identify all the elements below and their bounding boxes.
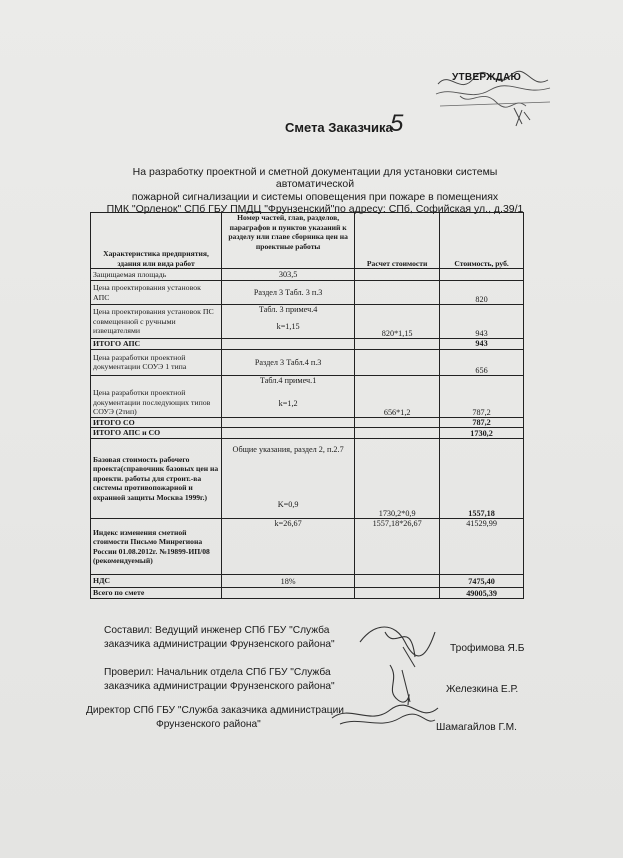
table-row (91, 575, 524, 588)
table-row (91, 417, 524, 428)
cell-calc: 656*1,2 (355, 375, 440, 417)
table-row (91, 519, 524, 575)
cell-section (222, 588, 355, 599)
cell-calc (355, 588, 440, 599)
cell-section-coef: K=0,9 (277, 500, 299, 509)
table-row (91, 281, 524, 305)
cell-label: Индекс изменения сметной стоимости Письмо Минрегиона России 01.08.2012г. №19899-ИП/08 (рекомендуемый) (91, 519, 222, 575)
table-row (91, 588, 524, 599)
table-row (91, 375, 524, 417)
composed-line: Составил: Ведущий инженер СПб ГБУ "Служба (104, 625, 330, 636)
cell-cost: 787,2 (440, 417, 524, 428)
cell-label: Базовая стоимость рабочего проекта(справочник базовых цен на проектн. работы для строит.-ва системы противопожарной и охранной защиты Москва 1999г.) (91, 439, 222, 519)
cell-calc (355, 339, 440, 350)
cell-label: ИТОГО СО (91, 417, 222, 428)
cell-section-ref: Табл. 3 примеч.4 (258, 305, 318, 314)
composed-line: заказчика администрации Фрунзенского района" (104, 639, 335, 650)
cell-section (222, 339, 355, 350)
table-row (91, 428, 524, 439)
cell-section (222, 439, 355, 519)
cell-calc (355, 281, 440, 305)
approval-stamp: УТВЕРЖДАЮ (452, 72, 522, 83)
subtitle-line: На разработку проектной и сметной документации для установки системы автоматической (132, 166, 498, 191)
cell-label: Цена проектирования установок АПС (91, 281, 222, 305)
header-characteristic: Характеристика предприятия, здания или вида работ (91, 213, 222, 269)
cell-label: Всего по смете (91, 588, 222, 599)
cell-cost: 1557,18 (440, 439, 524, 519)
cell-section-coef: k=1,15 (276, 322, 300, 331)
checked-line: заказчика администрации Фрунзенского района" (104, 681, 335, 692)
header-calculation: Расчет стоимости (355, 213, 440, 269)
subtitle-line: пожарной сигнализации и системы оповещения при пожаре в помещениях (131, 190, 499, 203)
checked-line: Проверил: Начальник отдела СПб ГБУ "Служба (104, 667, 331, 678)
table-row (91, 349, 524, 375)
cell-cost: 656 (440, 349, 524, 375)
composed-by-text (104, 624, 335, 652)
director-name: Шамагайлов Г.М. (436, 722, 517, 733)
table-row (91, 269, 524, 281)
header-cost: Стоимость, руб. (440, 213, 524, 269)
cell-cost: 1730,2 (440, 428, 524, 439)
document-title: Смета Заказчика (285, 120, 393, 135)
document-subtitle (100, 166, 530, 215)
cell-cost: 41529,99 (440, 519, 524, 575)
cell-label: Цена разработки проектной документации СОУЭ 1 типа (91, 349, 222, 375)
cell-calc: 1730,2*0,9 (355, 439, 440, 519)
checked-by-name: Железкина Е.Р. (446, 684, 519, 695)
cell-section (222, 417, 355, 428)
header-section-number: Номер частей, глав, разделов, параграфов и пунктов указаний к разделу или главе сборника цен на проектные работы (222, 213, 355, 269)
estimate-table (90, 212, 524, 599)
table-header-row (91, 213, 524, 269)
cell-cost: 7475,40 (440, 575, 524, 588)
cell-label: Цена разработки проектной документации последующих типов СОУЭ (2тип) (91, 375, 222, 417)
director-signature (330, 696, 440, 736)
subtitle-line: ПМК "Орленок" СПб ГБУ ПМДЦ "Фрунзенский"по адресу: СПб, Софийская ул., д.39/1 (106, 202, 524, 215)
cell-section-ref: Табл.4 примеч.1 (259, 375, 317, 385)
cell-section: Раздел 3 Табл. 3 п.3 (222, 281, 355, 305)
cell-section: 18% (222, 575, 355, 588)
cell-section (222, 375, 355, 417)
director-line: Директор СПб ГБУ "Служба заказчика администрации (86, 705, 344, 716)
cell-section: Раздел 3 Табл.4 п.3 (222, 349, 355, 375)
cell-label: ИТОГО АПС (91, 339, 222, 350)
cell-label: НДС (91, 575, 222, 588)
cell-label: ИТОГО АПС и СО (91, 428, 222, 439)
cell-calc (355, 417, 440, 428)
table-row (91, 439, 524, 519)
cell-calc (355, 349, 440, 375)
director-line: Фрунзенского района" (156, 719, 261, 730)
cell-calc (355, 428, 440, 439)
cell-cost: 49005,39 (440, 588, 524, 599)
approval-block (430, 66, 560, 136)
director-text (86, 704, 344, 732)
cell-cost: 787,2 (440, 375, 524, 417)
cell-cost: 943 (440, 339, 524, 350)
cell-label: Цена проектирования установок ПС совмещенной с ручными извещателями (91, 305, 222, 339)
cell-section-coef: k=1,2 (278, 398, 298, 408)
cell-calc (355, 575, 440, 588)
cell-section (222, 305, 355, 339)
cell-section: k=26,67 (222, 519, 355, 575)
composed-by-name: Трофимова Я.Б (450, 643, 525, 654)
cell-section (222, 428, 355, 439)
cell-calc: 1557,18*26,67 (355, 519, 440, 575)
cell-label: Защищаемая площадь (91, 269, 222, 281)
cell-cost: 820 (440, 281, 524, 305)
cell-calc (355, 269, 440, 281)
checked-by-text (104, 666, 335, 694)
cell-section: 303,5 (222, 269, 355, 281)
cell-calc: 820*1,15 (355, 305, 440, 339)
table-row (91, 339, 524, 350)
cell-cost (440, 269, 524, 281)
document-number: 5 (390, 110, 404, 137)
cell-section-ref: Общие указания, раздел 2, п.2.7 (232, 445, 344, 454)
cell-cost: 943 (440, 305, 524, 339)
table-row (91, 305, 524, 339)
